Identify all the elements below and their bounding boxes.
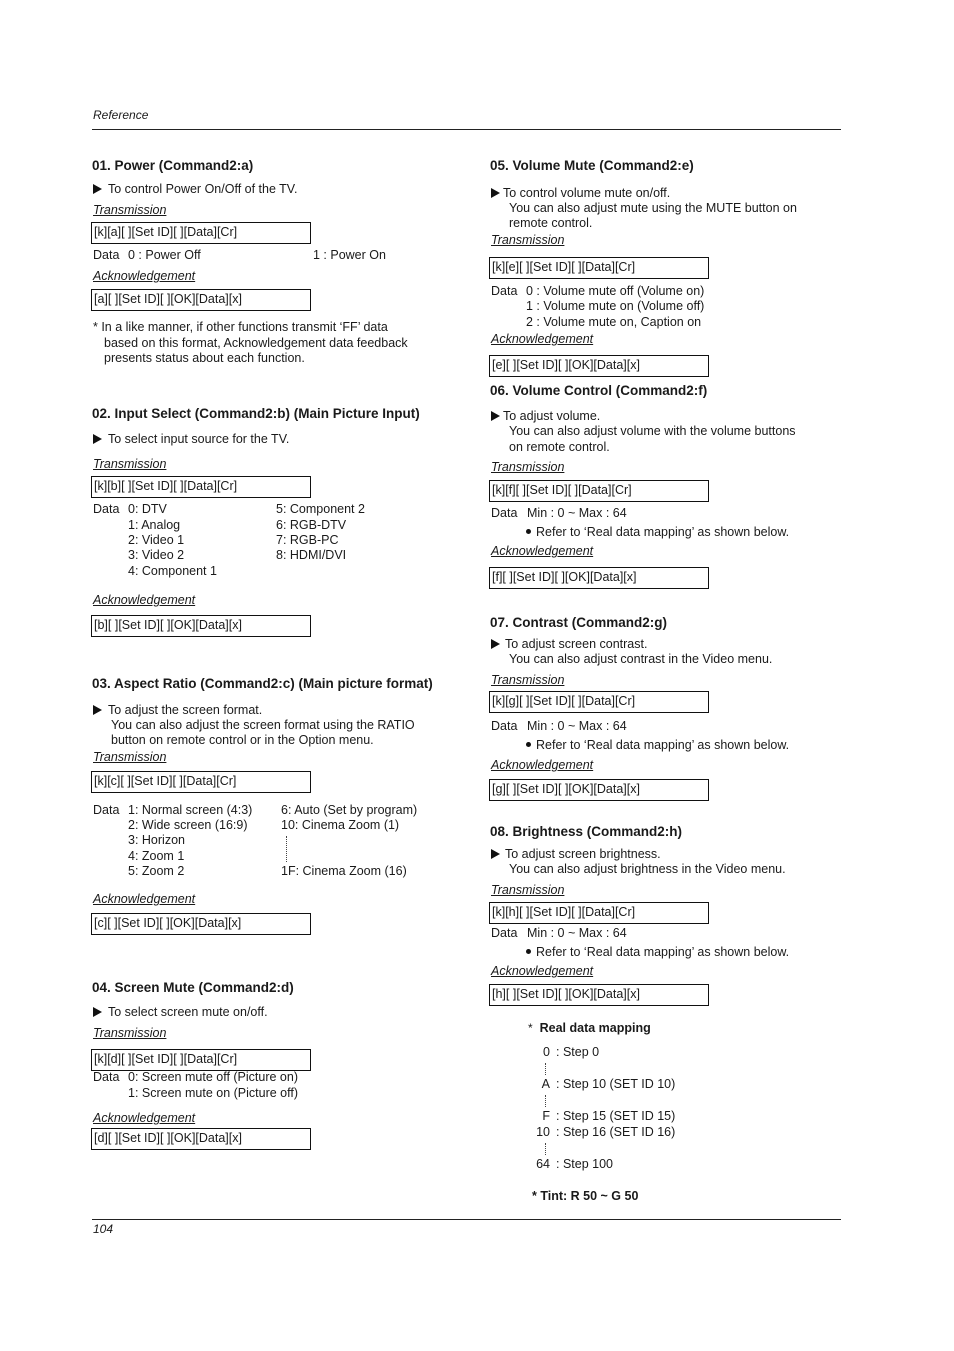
section-06-desc: To adjust volume. — [491, 409, 600, 423]
ellipsis-dots — [545, 1143, 546, 1155]
section-07-title: 07. Contrast (Command2:g) — [490, 615, 668, 630]
data-value: 1: Normal screen (4:3) — [128, 803, 253, 817]
desc-line: You can also adjust mute using the MUTE button on — [509, 201, 797, 215]
data-value: 4: Component 1 — [128, 564, 217, 578]
mapping-value: : Step 15 (SET ID 15) — [556, 1109, 676, 1123]
note-line: * In a like manner, if other functions transmit ‘FF’ data — [93, 320, 388, 334]
acknowledgement-format: [d][ ][Set ID][ ][OK][Data][x] — [91, 1128, 311, 1150]
acknowledgement-format: [g][ ][Set ID][ ][OK][Data][x] — [489, 779, 709, 801]
data-value: 3: Horizon — [128, 833, 185, 847]
data-label: Data — [93, 803, 120, 817]
acknowledgement-label: Acknowledgement — [491, 758, 594, 772]
transmission-label: Transmission — [93, 457, 167, 471]
data-value: 2 : Volume mute on, Caption on — [526, 315, 702, 329]
data-label: Data — [491, 506, 518, 520]
arrow-icon — [93, 1007, 102, 1017]
desc-line: button on remote control or in the Option menu. — [111, 733, 374, 747]
mapping-value: : Step 0 — [556, 1045, 600, 1059]
desc-line: remote control. — [509, 216, 593, 230]
acknowledgement-format: [h][ ][Set ID][ ][OK][Data][x] — [489, 984, 709, 1006]
section-02-desc: To select input source for the TV. — [93, 432, 289, 446]
transmission-format: [k][b][ ][Set ID][ ][Data][Cr] — [91, 476, 311, 498]
transmission-format: [k][d][ ][Set ID][ ][Data][Cr] — [91, 1049, 311, 1071]
data-note: Refer to ‘Real data mapping’ as shown below. — [526, 945, 789, 959]
acknowledgement-format: [b][ ][Set ID][ ][OK][Data][x] — [91, 615, 311, 637]
section-03-title: 03. Aspect Ratio (Command2:c) (Main picture format) — [92, 676, 433, 691]
transmission-format: [k][c][ ][Set ID][ ][Data][Cr] — [91, 771, 311, 793]
data-value: 0: Screen mute off (Picture on) — [128, 1070, 298, 1084]
section-06-title: 06. Volume Control (Command2:f) — [490, 383, 708, 398]
data-label: Data — [93, 248, 120, 262]
arrow-icon — [491, 849, 500, 859]
section-04-title: 04. Screen Mute (Command2:d) — [92, 980, 294, 995]
acknowledgement-format: [e][ ][Set ID][ ][OK][Data][x] — [489, 355, 709, 377]
note-line: based on this format, Acknowledgement data feedback — [104, 336, 408, 350]
data-value: 1: Analog — [128, 518, 181, 532]
section-03-desc: To adjust the screen format. — [93, 703, 262, 717]
section-07-desc: To adjust screen contrast. — [491, 637, 647, 651]
data-label: Data — [491, 719, 518, 733]
mapping-key: 10 — [536, 1125, 550, 1139]
section-08-desc: To adjust screen brightness. — [491, 847, 661, 861]
desc-line: You can also adjust contrast in the Video menu. — [509, 652, 773, 666]
mapping-key: 0 — [543, 1045, 550, 1059]
section-01-desc: To control Power On/Off of the TV. — [93, 182, 297, 196]
section-08-title: 08. Brightness (Command2:h) — [490, 824, 683, 839]
data-label: Data — [93, 502, 120, 516]
transmission-label: Transmission — [491, 673, 565, 687]
note-line: presents status about each function. — [104, 351, 305, 365]
transmission-format: [k][h][ ][Set ID][ ][Data][Cr] — [489, 902, 709, 924]
data-value: 5: Component 2 — [276, 502, 365, 516]
transmission-format: [k][g][ ][Set ID][ ][Data][Cr] — [489, 691, 709, 713]
tint-note: * Tint: R 50 ~ G 50 — [532, 1189, 639, 1203]
data-value: 6: Auto (Set by program) — [281, 803, 418, 817]
data-value: 0: DTV — [128, 502, 167, 516]
desc-line: on remote control. — [509, 440, 610, 454]
data-value: 1 : Power On — [313, 248, 386, 262]
transmission-label: Transmission — [93, 750, 167, 764]
desc-line: You can also adjust brightness in the Video menu. — [509, 862, 786, 876]
data-value: 3: Video 2 — [128, 548, 185, 562]
section-05-desc: To control volume mute on/off. — [491, 186, 670, 200]
acknowledgement-label: Acknowledgement — [491, 332, 594, 346]
header-rule — [92, 129, 841, 130]
acknowledgement-format: [a][ ][Set ID][ ][OK][Data][x] — [91, 289, 311, 311]
arrow-icon — [93, 184, 102, 194]
data-value: Min : 0 ~ Max : 64 — [527, 719, 627, 733]
transmission-format: [k][e][ ][Set ID][ ][Data][Cr] — [489, 257, 709, 279]
data-value: 10: Cinema Zoom (1) — [281, 818, 400, 832]
section-04-desc: To select screen mute on/off. — [93, 1005, 268, 1019]
section-02-title: 02. Input Select (Command2:b) (Main Picture Input) — [92, 406, 420, 421]
arrow-icon — [491, 188, 500, 198]
acknowledgement-label: Acknowledgement — [93, 892, 196, 906]
transmission-format: [k][a][ ][Set ID][ ][Data][Cr] — [91, 222, 311, 244]
bullet-icon — [526, 949, 531, 954]
data-value: 1F: Cinema Zoom (16) — [281, 864, 407, 878]
mapping-value: : Step 100 — [556, 1157, 613, 1171]
acknowledgement-format: [c][ ][Set ID][ ][OK][Data][x] — [91, 913, 311, 935]
acknowledgement-label: Acknowledgement — [491, 964, 594, 978]
data-value: 1: Screen mute on (Picture off) — [128, 1086, 298, 1100]
mapping-value: : Step 16 (SET ID 16) — [556, 1125, 676, 1139]
running-header: Reference — [93, 108, 149, 122]
mapping-value: : Step 10 (SET ID 10) — [556, 1077, 676, 1091]
acknowledgement-format: [f][ ][Set ID][ ][OK][Data][x] — [489, 567, 709, 589]
section-05-title: 05. Volume Mute (Command2:e) — [490, 158, 694, 173]
data-value: 5: Zoom 2 — [128, 864, 185, 878]
ellipsis-dots — [545, 1095, 546, 1107]
bullet-icon — [526, 529, 531, 534]
data-value: 2: Wide screen (16:9) — [128, 818, 248, 832]
arrow-icon — [93, 434, 102, 444]
arrow-icon — [93, 705, 102, 715]
bullet-icon — [526, 742, 531, 747]
mapping-key: A — [541, 1077, 550, 1091]
acknowledgement-label: Acknowledgement — [93, 1111, 196, 1125]
transmission-label: Transmission — [93, 1026, 167, 1040]
data-value: 1 : Volume mute on (Volume off) — [526, 299, 705, 313]
data-value: 4: Zoom 1 — [128, 849, 185, 863]
acknowledgement-label: Acknowledgement — [491, 544, 594, 558]
data-note: Refer to ‘Real data mapping’ as shown below. — [526, 525, 789, 539]
data-label: Data — [491, 284, 518, 298]
data-value: 6: RGB-DTV — [276, 518, 347, 532]
acknowledgement-label: Acknowledgement — [93, 593, 196, 607]
transmission-label: Transmission — [491, 233, 565, 247]
footer-rule — [92, 1219, 841, 1220]
data-value: 0 : Volume mute off (Volume on) — [526, 284, 705, 298]
arrow-icon — [491, 639, 500, 649]
acknowledgement-label: Acknowledgement — [93, 269, 196, 283]
transmission-label: Transmission — [93, 203, 167, 217]
data-label: Data — [93, 1070, 120, 1084]
ellipsis-dots — [545, 1063, 546, 1075]
data-note: Refer to ‘Real data mapping’ as shown below. — [526, 738, 789, 752]
transmission-label: Transmission — [491, 460, 565, 474]
data-value: Min : 0 ~ Max : 64 — [527, 926, 627, 940]
ellipsis-dots — [286, 836, 287, 862]
data-label: Data — [491, 926, 518, 940]
section-01-title: 01. Power (Command2:a) — [92, 158, 254, 173]
data-value: 2: Video 1 — [128, 533, 185, 547]
mapping-heading: * Real data mapping — [528, 1021, 651, 1035]
arrow-icon — [491, 411, 500, 421]
transmission-label: Transmission — [491, 883, 565, 897]
mapping-key: F — [542, 1109, 550, 1123]
mapping-key: 64 — [536, 1157, 550, 1171]
data-value: 7: RGB-PC — [276, 533, 339, 547]
data-value: 8: HDMI/DVI — [276, 548, 347, 562]
desc-line: You can also adjust the screen format using the RATIO — [111, 718, 415, 732]
data-value: 0 : Power Off — [128, 248, 201, 262]
page-number: 104 — [93, 1222, 114, 1236]
data-value: Min : 0 ~ Max : 64 — [527, 506, 627, 520]
desc-line: You can also adjust volume with the volume buttons — [509, 424, 796, 438]
transmission-format: [k][f][ ][Set ID][ ][Data][Cr] — [489, 480, 709, 502]
